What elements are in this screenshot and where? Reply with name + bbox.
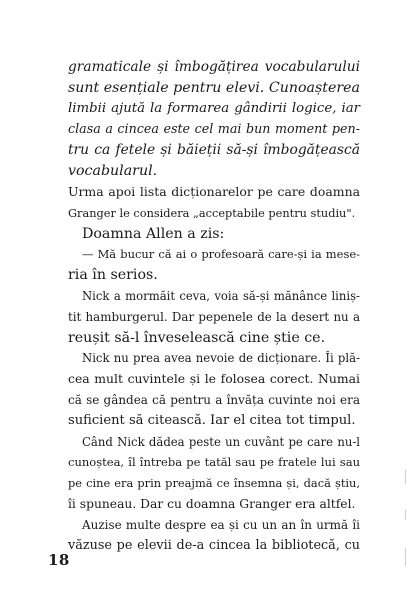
page-number: 18: [48, 551, 70, 569]
italic-quote-block: [68, 57, 360, 182]
text-line: ria în serios.: [68, 267, 158, 284]
quote-line: limbii ajută la formarea gândirii logice, iar: [68, 100, 360, 116]
text-line: văzuse pe elevii de-a cincea la bibliotecă, cu: [68, 537, 360, 553]
text-line: Urma apoi lista dicționarelor pe care doamna: [68, 184, 360, 199]
text-line: Când Nick dădea peste un cuvânt pe care nu-l: [82, 434, 360, 449]
text-line: pe cine era prin preajmă ce însemna și, dacă știu,: [68, 476, 360, 491]
text-line: — Mă bucur că ai o profesoară care-și ia mese-: [82, 247, 360, 262]
text-line: cunoștea, îl întreba pe tatăl sau pe fratele lui sau: [68, 455, 360, 470]
text-line: reușit să-l înveselească cine știe ce.: [68, 329, 326, 346]
text-line: Nick a mormăit ceva, voia să-și mănânce liniș-: [82, 288, 360, 303]
body-text: [68, 182, 360, 556]
text-line: suficient să citească. Iar el citea tot timpul.: [68, 412, 356, 428]
text-line: Nick nu prea avea nevoie de dicționare. Îi plă-: [82, 351, 360, 366]
text-line: Granger le considera „acceptabile pentru studiu".: [68, 205, 356, 220]
quote-line: vocabularul.: [68, 162, 158, 179]
text-line: Auzise multe despre ea și cu un an în urmă îi: [82, 517, 360, 532]
quote-line: tru ca fetele și băieții să-și îmbogățească: [68, 142, 360, 159]
quote-line: gramaticale și îmbogățirea vocabularului: [68, 59, 360, 75]
text-line: tit hamburgerul. Dar pepenele de la desert nu a: [68, 309, 360, 324]
quote-line: sunt esențiale pentru elevi. Cunoașterea: [68, 79, 360, 96]
text-line: cea mult cuvintele și le folosea corect. Numai: [68, 371, 360, 387]
quote-line: clasa a cincea este cel mai bun moment pen-: [68, 121, 360, 137]
page-edge-marks: [402, 470, 410, 580]
text-line: îi spuneau. Dar cu doamna Granger era altfel.: [68, 496, 356, 511]
text-line: Doamna Allen a zis:: [82, 225, 225, 242]
text-line: că se gândea că pentru a învăța cuvinte noi era: [68, 392, 360, 407]
